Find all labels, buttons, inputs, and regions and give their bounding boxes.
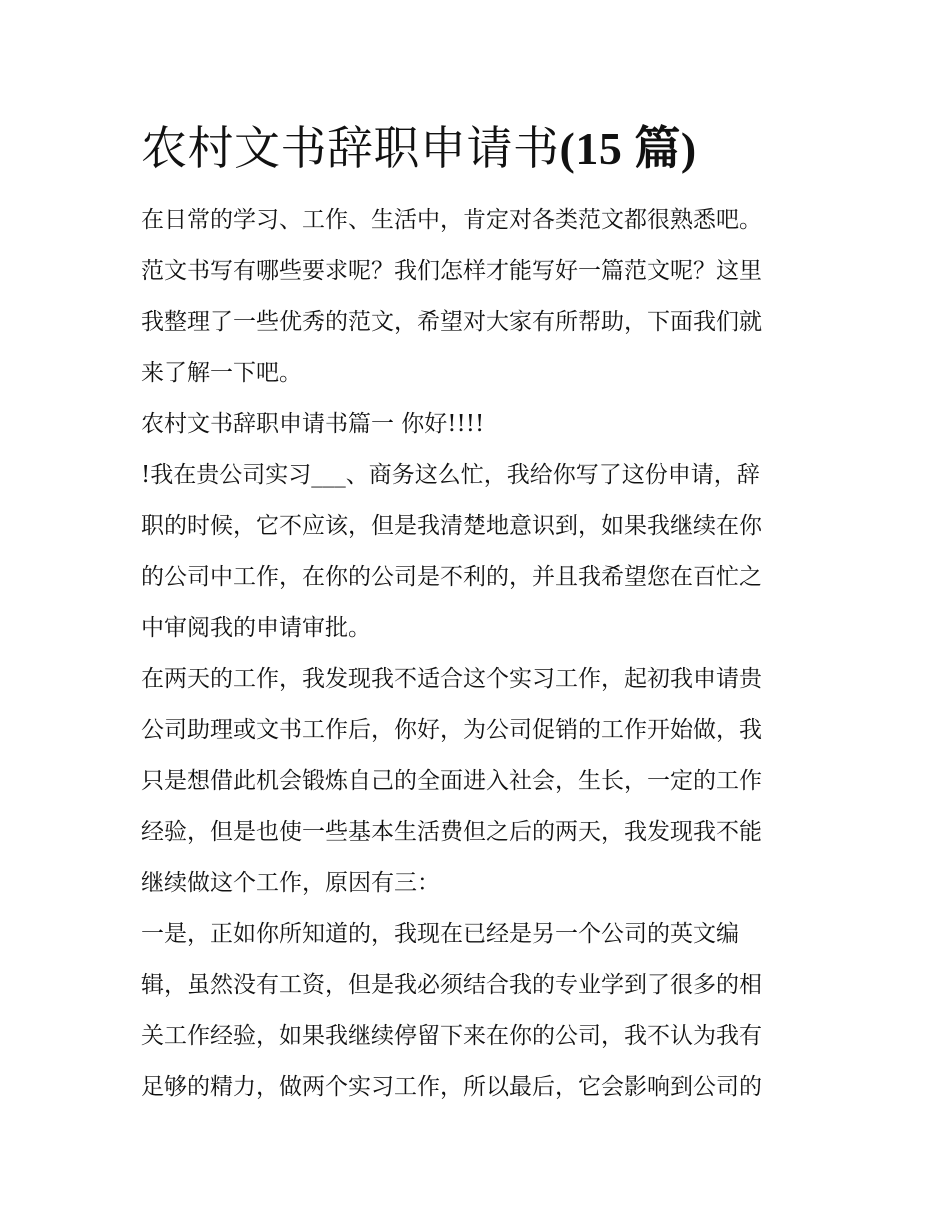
paragraph-intro: [141, 195, 821, 399]
text-line: 的公司中工作，在你的公司是不利的，并且我希望您在百忙之: [141, 564, 762, 590]
text-line: 职的时候，它不应该，但是我清楚地意识到，如果我继续在你: [141, 513, 762, 539]
text-line: 关工作经验，如果我继续停留下来在你的公司，我不认为我有: [141, 1023, 762, 1049]
title-main: 农村文书辞职申请书: [141, 121, 560, 175]
text-line: 辑，虽然没有工资，但是我必须结合我的专业学到了很多的相: [141, 972, 762, 998]
text-line: 公司助理或文书工作后，你好，为公司促销的工作开始做，我: [141, 717, 762, 743]
section-heading: [141, 399, 821, 450]
paragraph-body: [141, 909, 821, 1113]
paragraph-body: [141, 654, 821, 909]
text-line: 在两天的工作，我发现我不适合这个实习工作，起初我申请贵: [141, 666, 762, 692]
text-line: 我整理了一些优秀的范文，希望对大家有所帮助，下面我们就: [141, 309, 762, 335]
text-line: 一是，正如你所知道的，我现在已经是另一个公司的英文编: [141, 921, 739, 947]
title-suffix: (15 篇): [559, 123, 697, 174]
text-line: 继续做这个工作，原因有三：: [141, 870, 440, 896]
text-line: 农村文书辞职申请书篇一 你好!!!!: [141, 411, 485, 437]
text-line: 经验，但是也使一些基本生活费但之后的两天，我发现我不能: [141, 819, 762, 845]
document-body: [141, 118, 821, 1113]
text-line: 范文书写有哪些要求呢？我们怎样才能写好一篇范文呢？这里: [141, 258, 762, 284]
text-line: 只是想借此机会锻炼自己的全面进入社会，生长，一定的工作: [141, 768, 762, 794]
document-title: [141, 118, 821, 179]
text-line: !我在贵公司实习___、商务这么忙，我给你写了这份申请，辞: [141, 462, 760, 488]
text-line: 足够的精力，做两个实习工作，所以最后，它会影响到公司的: [141, 1074, 762, 1100]
paragraph-body: [141, 450, 821, 654]
text-line: 在日常的学习、工作、生活中，肯定对各类范文都很熟悉吧。: [141, 207, 762, 233]
text-line: 来了解一下吧。: [141, 360, 302, 386]
text-line: 中审阅我的申请审批。: [141, 615, 371, 641]
